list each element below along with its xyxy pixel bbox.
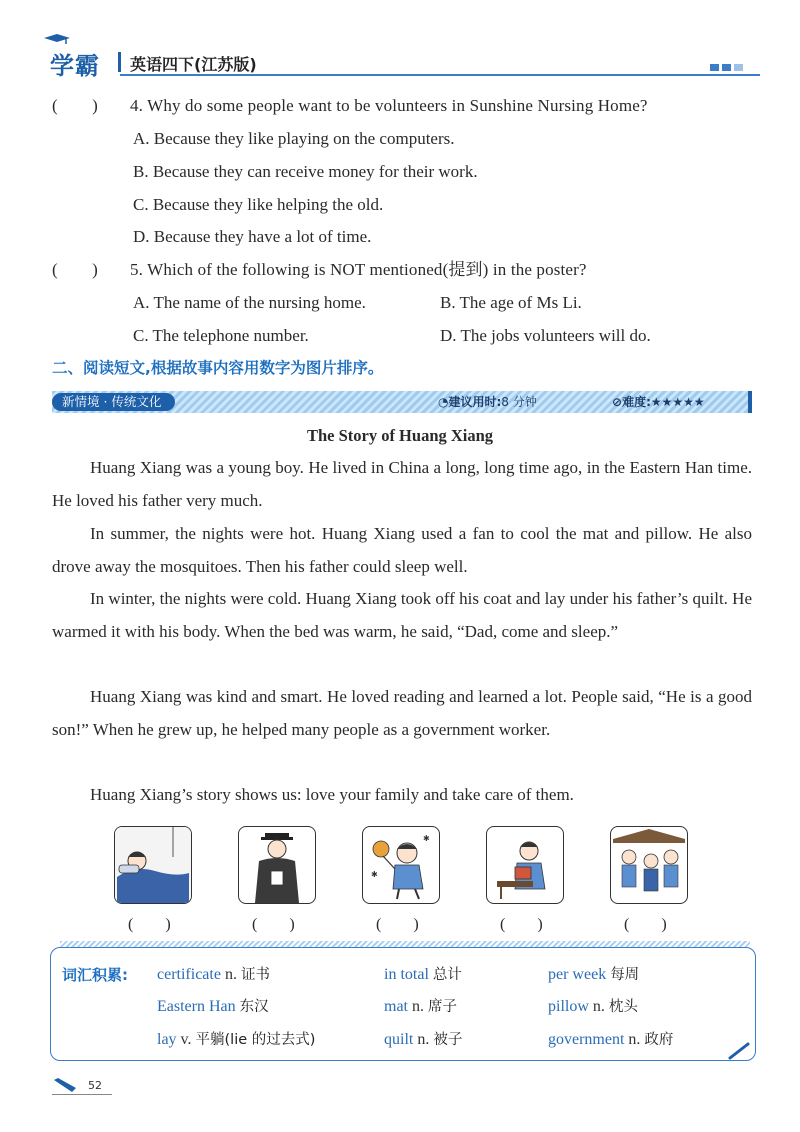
boy-in-bed-icon — [114, 826, 192, 904]
question-4 — [52, 96, 648, 116]
story-title: The Story of Huang Xiang — [306, 426, 494, 445]
option-4d: D. Because they have a lot of time. — [133, 227, 372, 246]
story-paragraph: In summer, the nights were hot. Huang Xiang used a fan to cool the mat and pillow. He also drove away the mosquitoes. Then his father could sleep well. — [52, 524, 752, 576]
people-praising-icon — [610, 826, 688, 904]
option-4b: B. Because they can receive money for their work. — [133, 162, 478, 181]
picture-order-blank[interactable]: ( ) — [128, 916, 171, 933]
boy-reading-icon — [486, 826, 564, 904]
vocab-item: per week 每周 — [548, 966, 640, 983]
difficulty-stars: ★★★★★ — [650, 395, 705, 409]
question-5 — [52, 260, 587, 280]
story-paragraph: Huang Xiang’s story shows us: love your family and take care of them. — [90, 785, 574, 804]
option-5b: B. The age of Ms Li. — [440, 293, 582, 312]
answer-blank[interactable]: ( ) — [52, 96, 98, 115]
picture-order-blank[interactable]: ( ) — [252, 916, 295, 933]
difficulty: ⊘难度:★★★★★ — [612, 395, 705, 409]
vocab-item: lay v. 平躺(lie 的过去式) — [157, 1031, 316, 1048]
section-heading: 二、阅读短文,根据故事内容用数字为图片排序。 — [52, 359, 384, 377]
question-text: 5. Which of the following is NOT mentioned(提到) in the poster? — [130, 260, 587, 279]
graduation-cap-icon — [44, 34, 70, 44]
story-paragraph: Huang Xiang was kind and smart. He loved reading and learned a lot. People said, “He is a good son!” When he grew up, he helped many people as a government worker. — [52, 687, 752, 739]
context-tag: 新情境 · 传统文化 — [52, 393, 175, 411]
vocab-item: government n. 政府 — [548, 1031, 674, 1048]
story-paragraph: In winter, the nights were cold. Huang Xiang took off his coat and lay under his father’s quilt. He warmed it with his body. When the bed was warm, he said, “Dad, come and sleep.” — [52, 589, 753, 641]
book-title: 英语四下(江苏版) — [130, 55, 257, 74]
check-circle-icon: ⊘ — [612, 395, 623, 409]
option-5a: A. The name of the nursing home. — [133, 293, 366, 312]
suggested-time: ◔建议用时:8 分钟 — [438, 395, 537, 409]
picture-order-blank[interactable]: ( ) — [376, 916, 419, 933]
header-separator — [118, 52, 121, 72]
option-4c: C. Because they like helping the old. — [133, 195, 384, 214]
picture-order-blank[interactable]: ( ) — [624, 916, 667, 933]
svg-text:✱: ✱ — [371, 870, 378, 879]
header-rule — [120, 74, 760, 76]
clock-icon: ◔ — [438, 395, 449, 409]
vocab-item: Eastern Han 东汉 — [157, 998, 269, 1015]
svg-text:✱: ✱ — [423, 834, 430, 843]
story-paragraph: Huang Xiang was a young boy. He lived in China a long, long time ago, in the Eastern Han time. He loved his father very much. — [52, 458, 752, 510]
option-5c: C. The telephone number. — [133, 326, 309, 345]
answer-blank[interactable]: ( ) — [52, 260, 98, 279]
context-banner — [52, 391, 750, 413]
vocabulary-label: 词汇积累: — [62, 966, 128, 984]
pen-icon — [728, 1040, 750, 1060]
page-header — [30, 40, 760, 82]
vocab-item: pillow n. 枕头 — [548, 998, 638, 1015]
boy-with-fan-icon — [362, 826, 440, 904]
vocab-item: mat n. 席子 — [384, 998, 457, 1015]
question-text: 4. Why do some people want to be volunteers in Sunshine Nursing Home? — [130, 96, 648, 115]
brand-logo: 学霸 — [50, 52, 100, 80]
picture-order-blank[interactable]: ( ) — [500, 916, 543, 933]
official-icon — [238, 826, 316, 904]
option-5d: D. The jobs volunteers will do. — [440, 326, 651, 345]
option-4a: A. Because they like playing on the computers. — [133, 129, 455, 148]
vocab-item: in total 总计 — [384, 966, 462, 983]
page-number: 52 — [88, 1079, 102, 1092]
vocab-item: quilt n. 被子 — [384, 1031, 463, 1048]
pencil-icon — [52, 1078, 80, 1092]
header-decoration — [710, 64, 743, 71]
vocab-item: certificate n. 证书 — [157, 966, 270, 983]
